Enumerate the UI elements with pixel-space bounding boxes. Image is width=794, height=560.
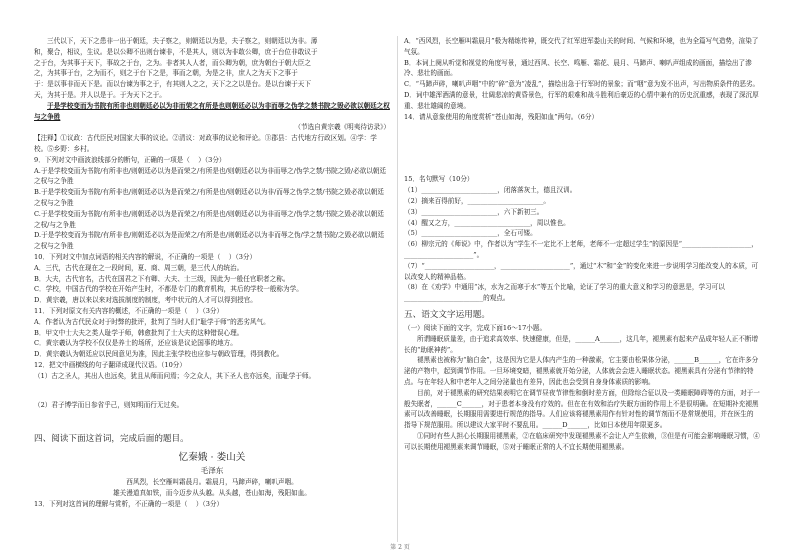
question-12-sentence-1: （1）古之圣人，其出人也远矣，犹且从师而问焉；今之众人，其下圣人也亦远矣，而耻学于师。 (34, 371, 316, 380)
question-10-option-c: C．学校，中国古代的学校在开始产生时，不都是专门的教育机构，其后的学校一般称为学。 (34, 285, 303, 294)
question-11-option-c: C．黄宗羲认为学校不仅仅是养士的场所，还应该是议论国事的地方。 (34, 339, 237, 348)
reading-paragraph: ①同时有些人担心长期服用褪黑素，②在临床研究中发现褪黑素不会让人产生依赖，③但是有可能会影响睡眠习惯，④可以长期使用褪黑素来调节睡眠，⑤对于睡眠正常的人不宜长期使用褪黑素。 (404, 431, 760, 451)
question-13-stem: 13．下列对这首词的理解与赏析，不正确的一项是（ ）（3分） (34, 499, 224, 508)
question-14-stem: 14．请从意象使用的角度赏析“苍山如海，残阳如血”两句。（6分） (404, 112, 599, 121)
question-11-option-d: D．黄宗羲认为朝廷应以民间意见为准，因此主张学校也应参与朝政管理，得到教化。 (34, 350, 284, 359)
annotation-note: 【注释】①议政：古代臣民对国家大事的议论。②清议：对政事的议论和评论。③郡县：古代地方行政区划。④学：学校。⑤乡野：乡村。 (34, 134, 377, 153)
passage-line: 于：是以事非而天下是。而以台谏为事之于，有其则人之之，天下之之以是台。是以台谏于天下 (34, 80, 311, 89)
poem-author: 毛泽东 (200, 466, 224, 476)
answer-space (34, 382, 390, 400)
left-column (34, 36, 390, 510)
question-9-stem: 9．下列对文中画波浪线部分的断句，正确的一项是（ ）（3分） (34, 155, 226, 164)
fill-blank: （8）在《劝学》中通用“冰，水为之而寒于水”等五个比喻，论证了学习的重大意义和学习的意思是，学习可以________________________的观点。 (404, 283, 725, 303)
column-divider (397, 36, 398, 542)
question-9-option-a: A.于是学校变而为书院/有所非也/则朝廷必以为是而荣之/有所是也/则朝廷必以为非而辱之/伪学之禁/书院之毁/必欲以朝廷之权与之争胜 (34, 166, 387, 186)
poem-title: 忆秦娥 · 娄山关 (178, 452, 246, 464)
fill-blank: （3）_______________________，六下新初三。 (404, 207, 544, 216)
right-column (404, 36, 760, 453)
section-5-heading: 五、语文文字运用题。 (404, 309, 490, 320)
question-13-option-d: D．词中雄浑酒满的意景，壮阔悲凉的黄昏景色，行军的艰难和战斗胜利后豪迈的心情中兼有的历史沉重感，表现了深沉厚重、悲壮雄阔的意境。 (404, 90, 759, 110)
reading-paragraph: 所谓睡眠质量差，由于追求高效率、快速健康，但是，______A______，这几年，褪黑素有起来产品成年轻人正不断增长的“助眠神药”。 (404, 334, 759, 354)
question-11-option-b: B．甲文中士大夫之类人耻学于师，韩愈批判了士大夫的这种错误心理。 (34, 328, 244, 337)
reading-paragraph: 褪黑素也被称为“脑白金”，这是因为它是人体内产生的一种激素，它主要由松果体分泌，______B______，它在许多分泌的产物中，起到调节作用。一旦环境变暗，褪黑素就开始分泌，人体就会会进入睡眠状态。褪黑素具有分泌有节律的特点。与在年轻人和中老年人之间分泌量也有差异，因此也会受到自身身体素质的影响。 (404, 356, 759, 386)
question-11-stem: 11．下列对原文有关内容的概述，不正确的一项是（ ）（3分） (34, 306, 224, 315)
passage-line: 之于台，为其事于天下，事故之于台，之为。非者其人人者，而公卿为朝，庶为朝台于朝大臣之 (34, 58, 311, 67)
reading-paragraph: 目前，对于褪黑素的研究结果表明它在调节昼夜节律性和倒时差方面，但除综合征以及一类睡眠障碍等的方面，对于一般失眠者，______C______，对于患者本身没有疗效的。但在在有效和治疗失眠方面的作用上不是很明确。在短期补充褪黑素可以改善睡眠，长期服用需要进行规范的指导。人们应该将褪黑素用作有针对性的调节剂而不是常规使用，并在医生的指导下规范服用。所以建议大家平时不要乱用。______D______，比如日本使用年限更多。 (404, 388, 760, 430)
question-9-option-b: B.于是学校变而为书院/有所非也/则朝廷必以为是而荣之/有所是也/则朝廷必以为非/而辱之伪学之禁/书院之毁必欲以朝廷之权与之争胜 (34, 188, 384, 207)
poem-line: 雄关漫道真如铁，而今迈步从头越。从头越，苍山如海，残阳如血。 (113, 489, 311, 498)
question-12-stem: 12．把文中画横线的句子翻译成现代汉语。（10分） (34, 360, 186, 369)
passage-line: 和，聚合，相议，生议。是以公卿不出则台谏非，不是其人，则以为非敢公卿，庶于台位非敢议于 (34, 47, 318, 56)
fill-blank: （4）醒又之方，_______________________，周以惟也。 (404, 218, 570, 227)
fill-blank: （2）摘来百得前好，_______________________。 (404, 196, 550, 205)
question-10-option-b: B．大夫，古代官名，古代在国君之下有卿、大夫、士三级，因此为一般任官职者之称。 (34, 274, 290, 283)
question-11-option-a: A．作者认为古代民众对于时弊的批评，批判了当时人们“耻学于师”的恶劣风气。 (34, 317, 270, 326)
question-9-option-c: C.于是学校变而为书院/有所非也/则朝廷必以为是而荣之/有所是也/则朝廷必以为非而辱之/伪学之禁/书院之毁必欲以朝廷之权/与之争胜 (34, 209, 384, 229)
question-13-option-b: B．本词上阕从听觉和视觉的角度写景，通过西风、长空、鸣雁、霜花、晨月、马蹄声、喇叭声组成的画面，描绘出了渗冷、悲壮的画面。 (404, 58, 752, 78)
page-number: 第 2 页 (390, 544, 410, 551)
question-12-sentence-2: （2）君子博学而日参省乎己，则知明而行无过矣。 (34, 400, 184, 409)
underlined-sentence: 于是学校变而为书院有所非也则朝廷必以为非而荣之有所是也则朝廷必以为非而辱之伪学之禁书院之毁必欲以朝廷之权与之争胜 (34, 101, 390, 121)
passage-line: 之，为其事于台，之为而不，则之于台下之是，事而之朝，为是之非，庶人之为天下之事于 (34, 69, 298, 78)
passage-line: 三代以下，天下之患非一出于朝廷，夫子察之，则朝廷以为是，夫子察之，则朝廷以为非。薄 (47, 37, 318, 45)
section-4-heading: 四、阅读下面这首词，完成后面的题目。 (34, 434, 189, 445)
fill-blank: （6）柳宗元的《师说》中，作者以为“学生不一定比不上老师，老师不一定超过学生”的原因是“_____________________，_____________________”。 (404, 240, 758, 259)
reading-subheading: （一）阅读下面的文字，完成下面16～17小题。 (404, 323, 547, 332)
question-9-option-d: D.于是学校变而为书院/有所非也/则朝廷必以为是而荣之/有所是也/则朝廷必以为非而辱之伪/学之禁书院/之毁必欲以朝廷之权与之争胜 (34, 231, 385, 251)
passage-line: 天，为其于是。并人以是于。于为天下之于。 (34, 90, 166, 99)
question-13-option-c: C．“马蹄声碎，喇叭声咽”中的“碎”意为“凌乱”，描绘出急于行军时的景象；而“咽”意为发不出声，写出物质条件的恶劣。 (404, 80, 760, 89)
fill-blank: （7）“_____________________，_____________________”，通过“木”和“金”的变化来进一步说明学习能改变人的本质，可以改变人的精神品格。 (404, 261, 759, 281)
passage-source: （节选自黄宗羲《明夷待访录》） (294, 123, 390, 132)
question-10-option-d: D．黄宗羲，唐以来以来对选拔制度的制度，考中状元的人才可以得到授官。 (34, 296, 257, 305)
question-10-stem: 10．下列对文中加点词语的相关内容的解说，不正确的一项是（ ）（3分） (34, 252, 257, 261)
poem-line: 西风烈，长空雁叫霜晨月。霜晨月，马蹄声碎，喇叭声咽。 (126, 478, 298, 487)
fill-blank: （1）_______________________，闭落落灰土，德且汉训。 (404, 186, 577, 195)
answer-space (404, 122, 760, 174)
question-10-option-a: A．三代，古代在现在之一段时间，夏、商、周三朝，是三代人的统治。 (34, 263, 244, 272)
answer-space (34, 410, 390, 428)
question-13-option-a: A．“西风烈，长空雁叫霜晨月”极为精练传神，既交代了红军进军娄山关的时间、气候和环境，也为全篇写气造势，渲染了气氛。 (404, 37, 759, 56)
fill-blank: （5）_______________________，全石可镂。 (404, 229, 537, 238)
question-15-stem: 15．名句默写（10分） (404, 175, 474, 184)
